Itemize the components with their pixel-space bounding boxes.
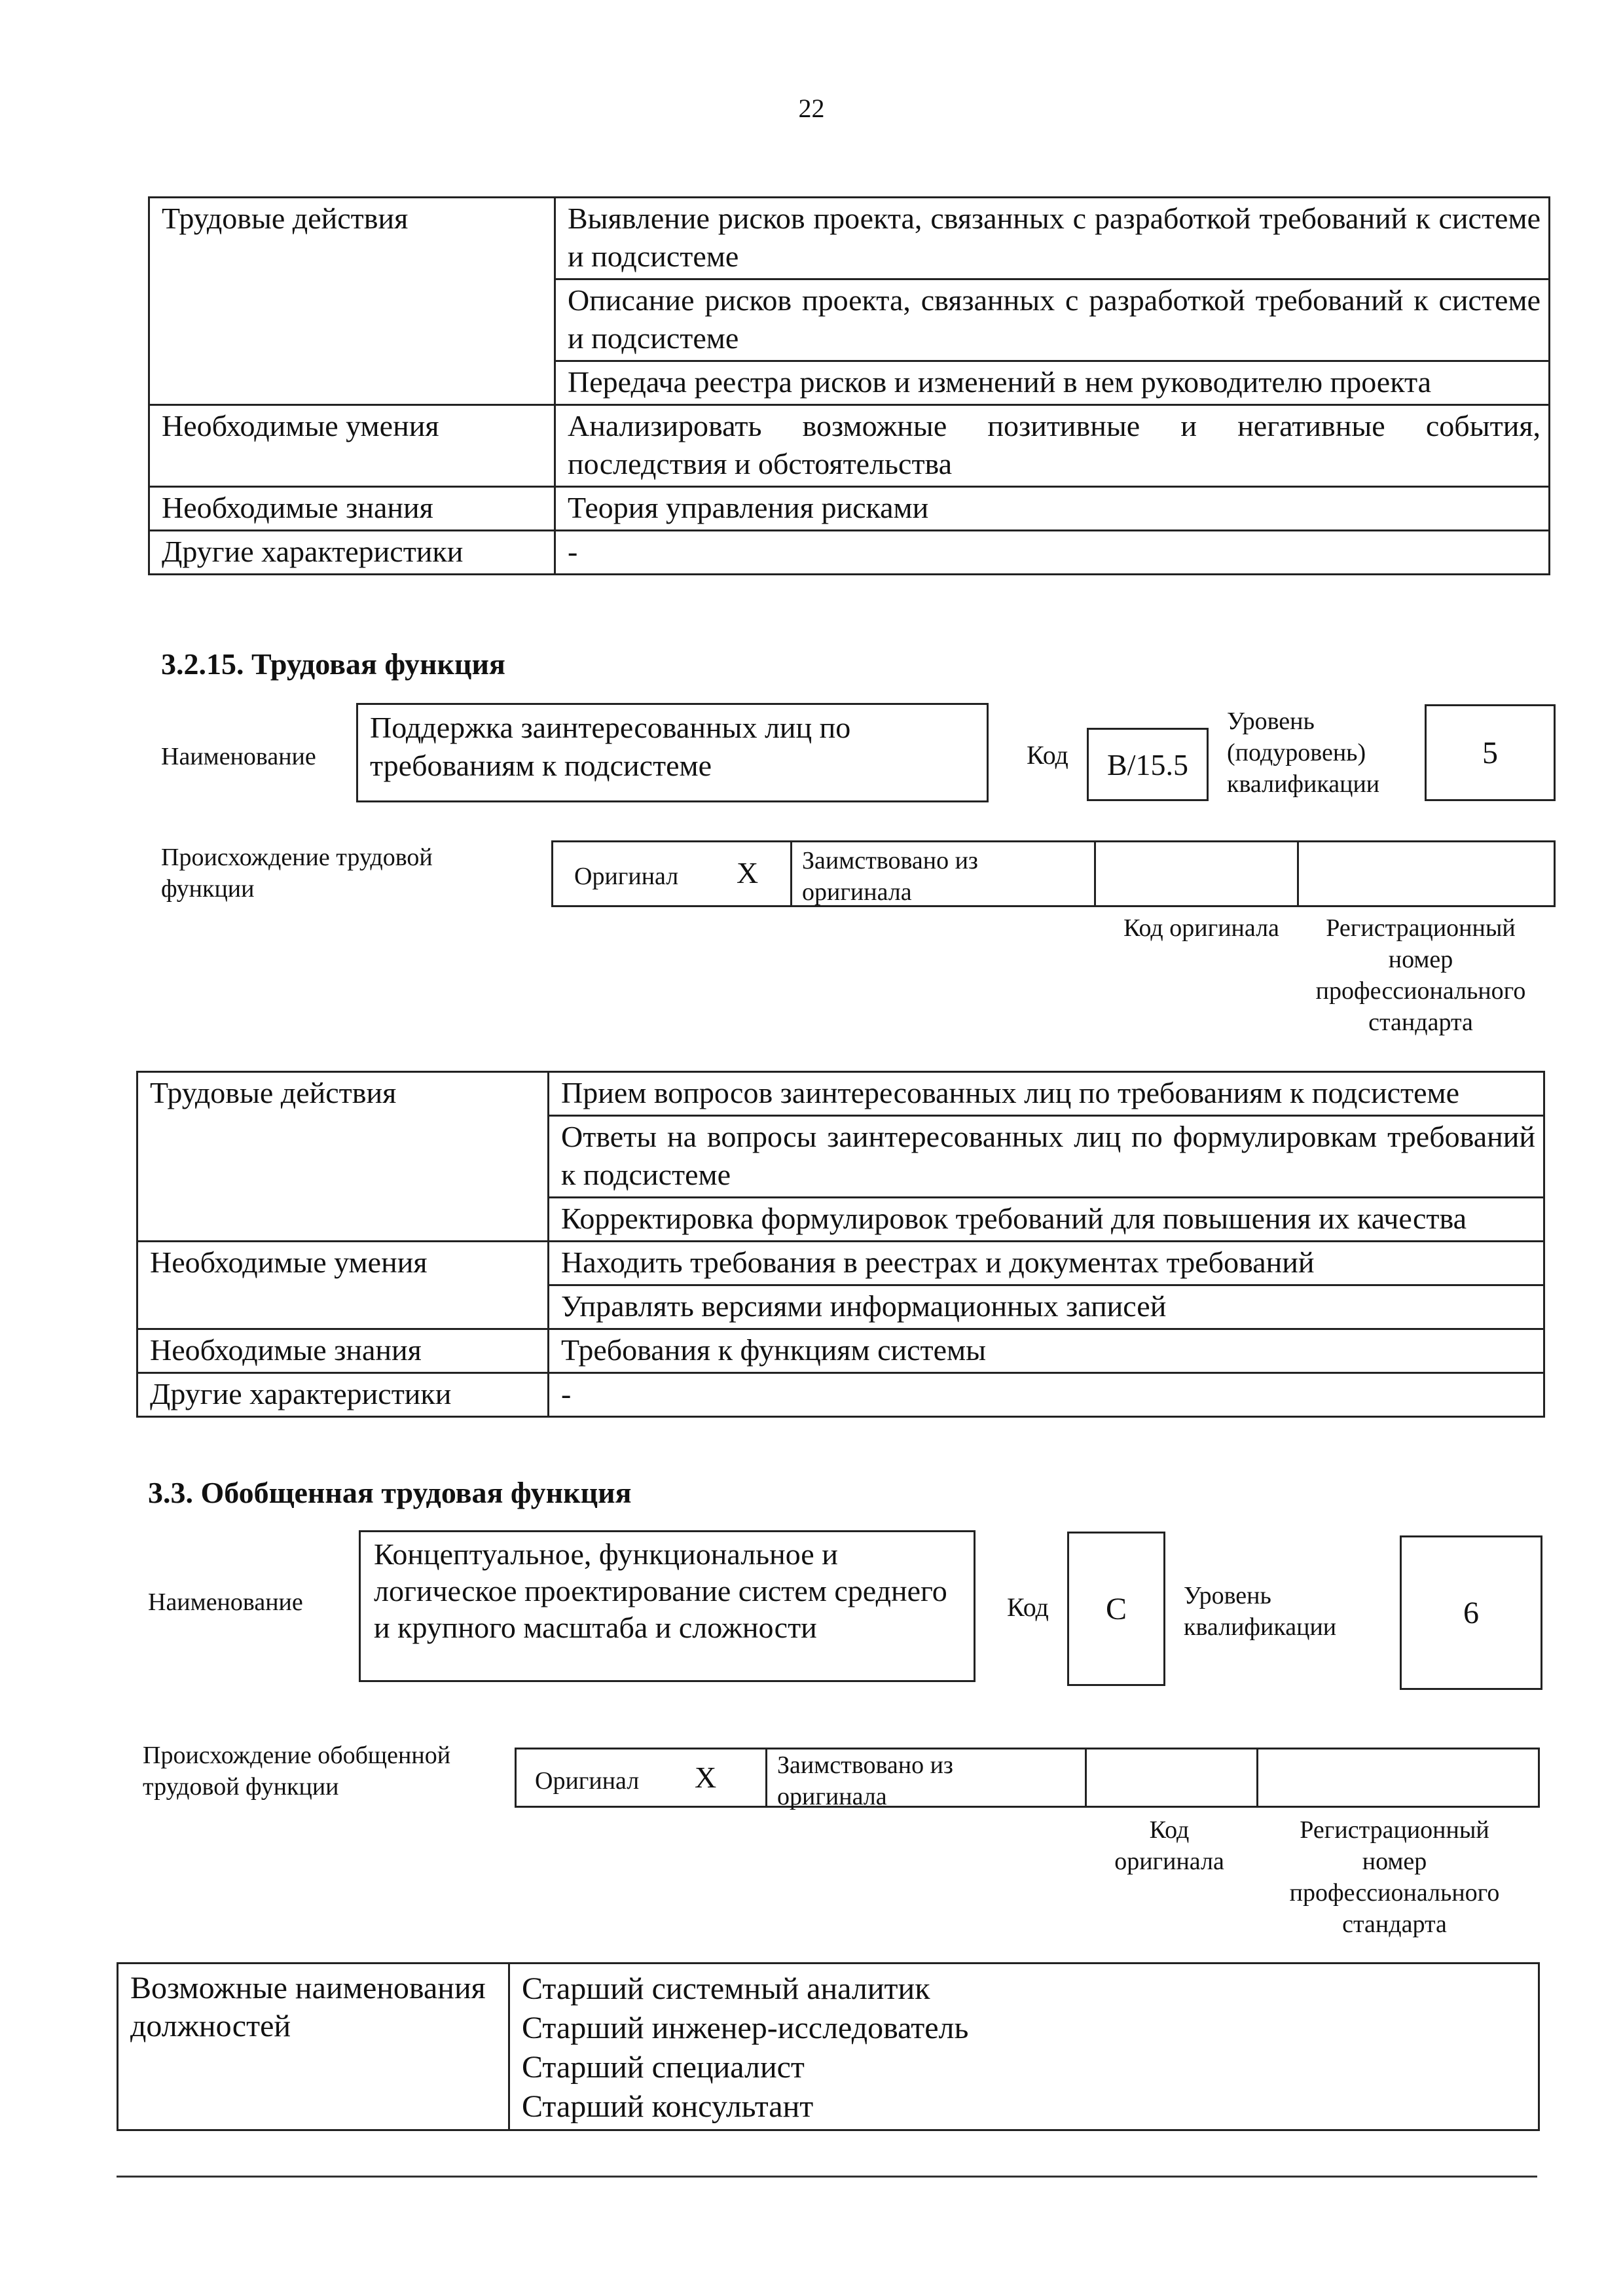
code-label: Код [1027, 740, 1068, 770]
table-row [149, 198, 1550, 279]
original-code-caption: Код оригинала [1123, 914, 1279, 942]
table-row [137, 1242, 1544, 1285]
function-name-value: Поддержка заинтересованных лиц по требованиям к подсистеме [370, 711, 851, 782]
name-label: Наименование [148, 1588, 303, 1616]
footnote-separator-line [117, 2176, 1537, 2178]
section-heading-3-2-15: 3.2.15. Трудовая функция [161, 647, 505, 681]
cell-divider [790, 842, 792, 905]
labor-action-item: Корректировка формулировок требований для повышения их качества [549, 1198, 1544, 1242]
skills-label: Необходимые умения [137, 1242, 549, 1329]
position-item: Старший системный аналитик [522, 1971, 930, 2006]
code-value: B/15.5 [1107, 747, 1188, 781]
code-value: C [1105, 1591, 1127, 1626]
table-row [118, 1964, 1539, 2130]
labor-action-item: Описание рисков проекта, связанных с разработкой требований к системе и подсистеме [555, 279, 1550, 361]
original-label: Оригинал [574, 863, 679, 890]
cell-divider [1297, 842, 1299, 905]
original-code-caption: Код оригинала [1114, 1816, 1224, 1875]
cell-divider [1085, 1749, 1087, 1806]
borrowed-label: Заимствовано из оригинала [777, 1751, 953, 1810]
labor-actions-label: Трудовые действия [137, 1072, 549, 1242]
table-row [149, 487, 1550, 531]
generalized-function-name-value: Концептуальное, функциональное и логическое проектирование систем среднего и крупного масштаба и сложности [374, 1537, 947, 1644]
registration-number-caption: Регистрационный номер профессионального стандарта [1315, 914, 1526, 1036]
position-item: Старший консультант [522, 2089, 814, 2124]
origin-row [551, 840, 1556, 907]
position-item: Старший инженер-исследователь [522, 2011, 969, 2045]
other-characteristics-value: - [555, 531, 1550, 575]
level-label: Уровень квалификации [1184, 1582, 1337, 1641]
knowledge-item: Требования к функциям системы [549, 1329, 1544, 1373]
skill-item: Находить требования в реестрах и документах требований [549, 1242, 1544, 1285]
other-characteristics-label: Другие характеристики [149, 531, 555, 575]
original-label: Оригинал [535, 1767, 640, 1795]
labor-function-table-2 [136, 1071, 1545, 1418]
generalized-function-name-box [359, 1530, 976, 1682]
knowledge-label: Необходимые знания [149, 487, 555, 531]
skills-label: Необходимые умения [149, 405, 555, 487]
skill-item: Управлять версиями информационных записей [549, 1285, 1544, 1329]
table-row [149, 531, 1550, 575]
table-row [137, 1329, 1544, 1373]
labor-action-item: Передача реестра рисков и изменений в нем руководителю проекта [555, 361, 1550, 405]
origin-label: Происхождение обобщенной трудовой функции [143, 1742, 451, 1801]
function-name-box [356, 703, 989, 802]
table-row [137, 1072, 1544, 1116]
page-number: 22 [798, 94, 825, 123]
knowledge-item: Теория управления рисками [555, 487, 1550, 531]
code-box [1067, 1532, 1165, 1686]
positions-list [509, 1964, 1539, 2130]
registration-number-caption: Регистрационный номер профессионального стандарта [1289, 1816, 1500, 1938]
original-mark: X [737, 856, 759, 889]
origin-row [515, 1748, 1540, 1808]
level-box [1400, 1535, 1542, 1690]
borrowed-label: Заимствовано из оригинала [802, 847, 978, 906]
other-characteristics-value: - [549, 1373, 1544, 1417]
knowledge-label: Необходимые знания [137, 1329, 549, 1373]
level-box [1425, 704, 1556, 801]
labor-action-item: Прием вопросов заинтересованных лиц по требованиям к подсистеме [549, 1072, 1544, 1116]
position-item: Старший специалист [522, 2050, 805, 2085]
labor-function-table-1 [148, 196, 1550, 575]
level-label: Уровень (подуровень) квалификации [1227, 708, 1380, 798]
code-box [1087, 728, 1209, 801]
other-characteristics-label: Другие характеристики [137, 1373, 549, 1417]
origin-label: Происхождение трудовой функции [161, 844, 433, 903]
skill-item: Анализировать возможные позитивные и негативные события, последствия и обстоятельства [555, 405, 1550, 487]
level-value: 6 [1463, 1595, 1479, 1630]
labor-actions-label: Трудовые действия [149, 198, 555, 405]
original-mark: X [695, 1761, 717, 1794]
labor-action-item: Ответы на вопросы заинтересованных лиц по формулировкам требований к подсистеме [549, 1116, 1544, 1198]
possible-positions-table [117, 1962, 1540, 2131]
labor-action-item: Выявление рисков проекта, связанных с разработкой требований к системе и подсистеме [555, 198, 1550, 279]
section-heading-3-3: 3.3. Обобщенная трудовая функция [148, 1476, 632, 1509]
cell-divider [765, 1749, 767, 1806]
table-row [137, 1373, 1544, 1417]
cell-divider [1094, 842, 1096, 905]
level-value: 5 [1482, 735, 1498, 770]
cell-divider [1256, 1749, 1258, 1806]
code-label: Код [1007, 1592, 1049, 1622]
table-row [149, 405, 1550, 487]
name-label: Наименование [161, 743, 316, 770]
positions-label: Возможные наименования должностей [118, 1964, 509, 2130]
